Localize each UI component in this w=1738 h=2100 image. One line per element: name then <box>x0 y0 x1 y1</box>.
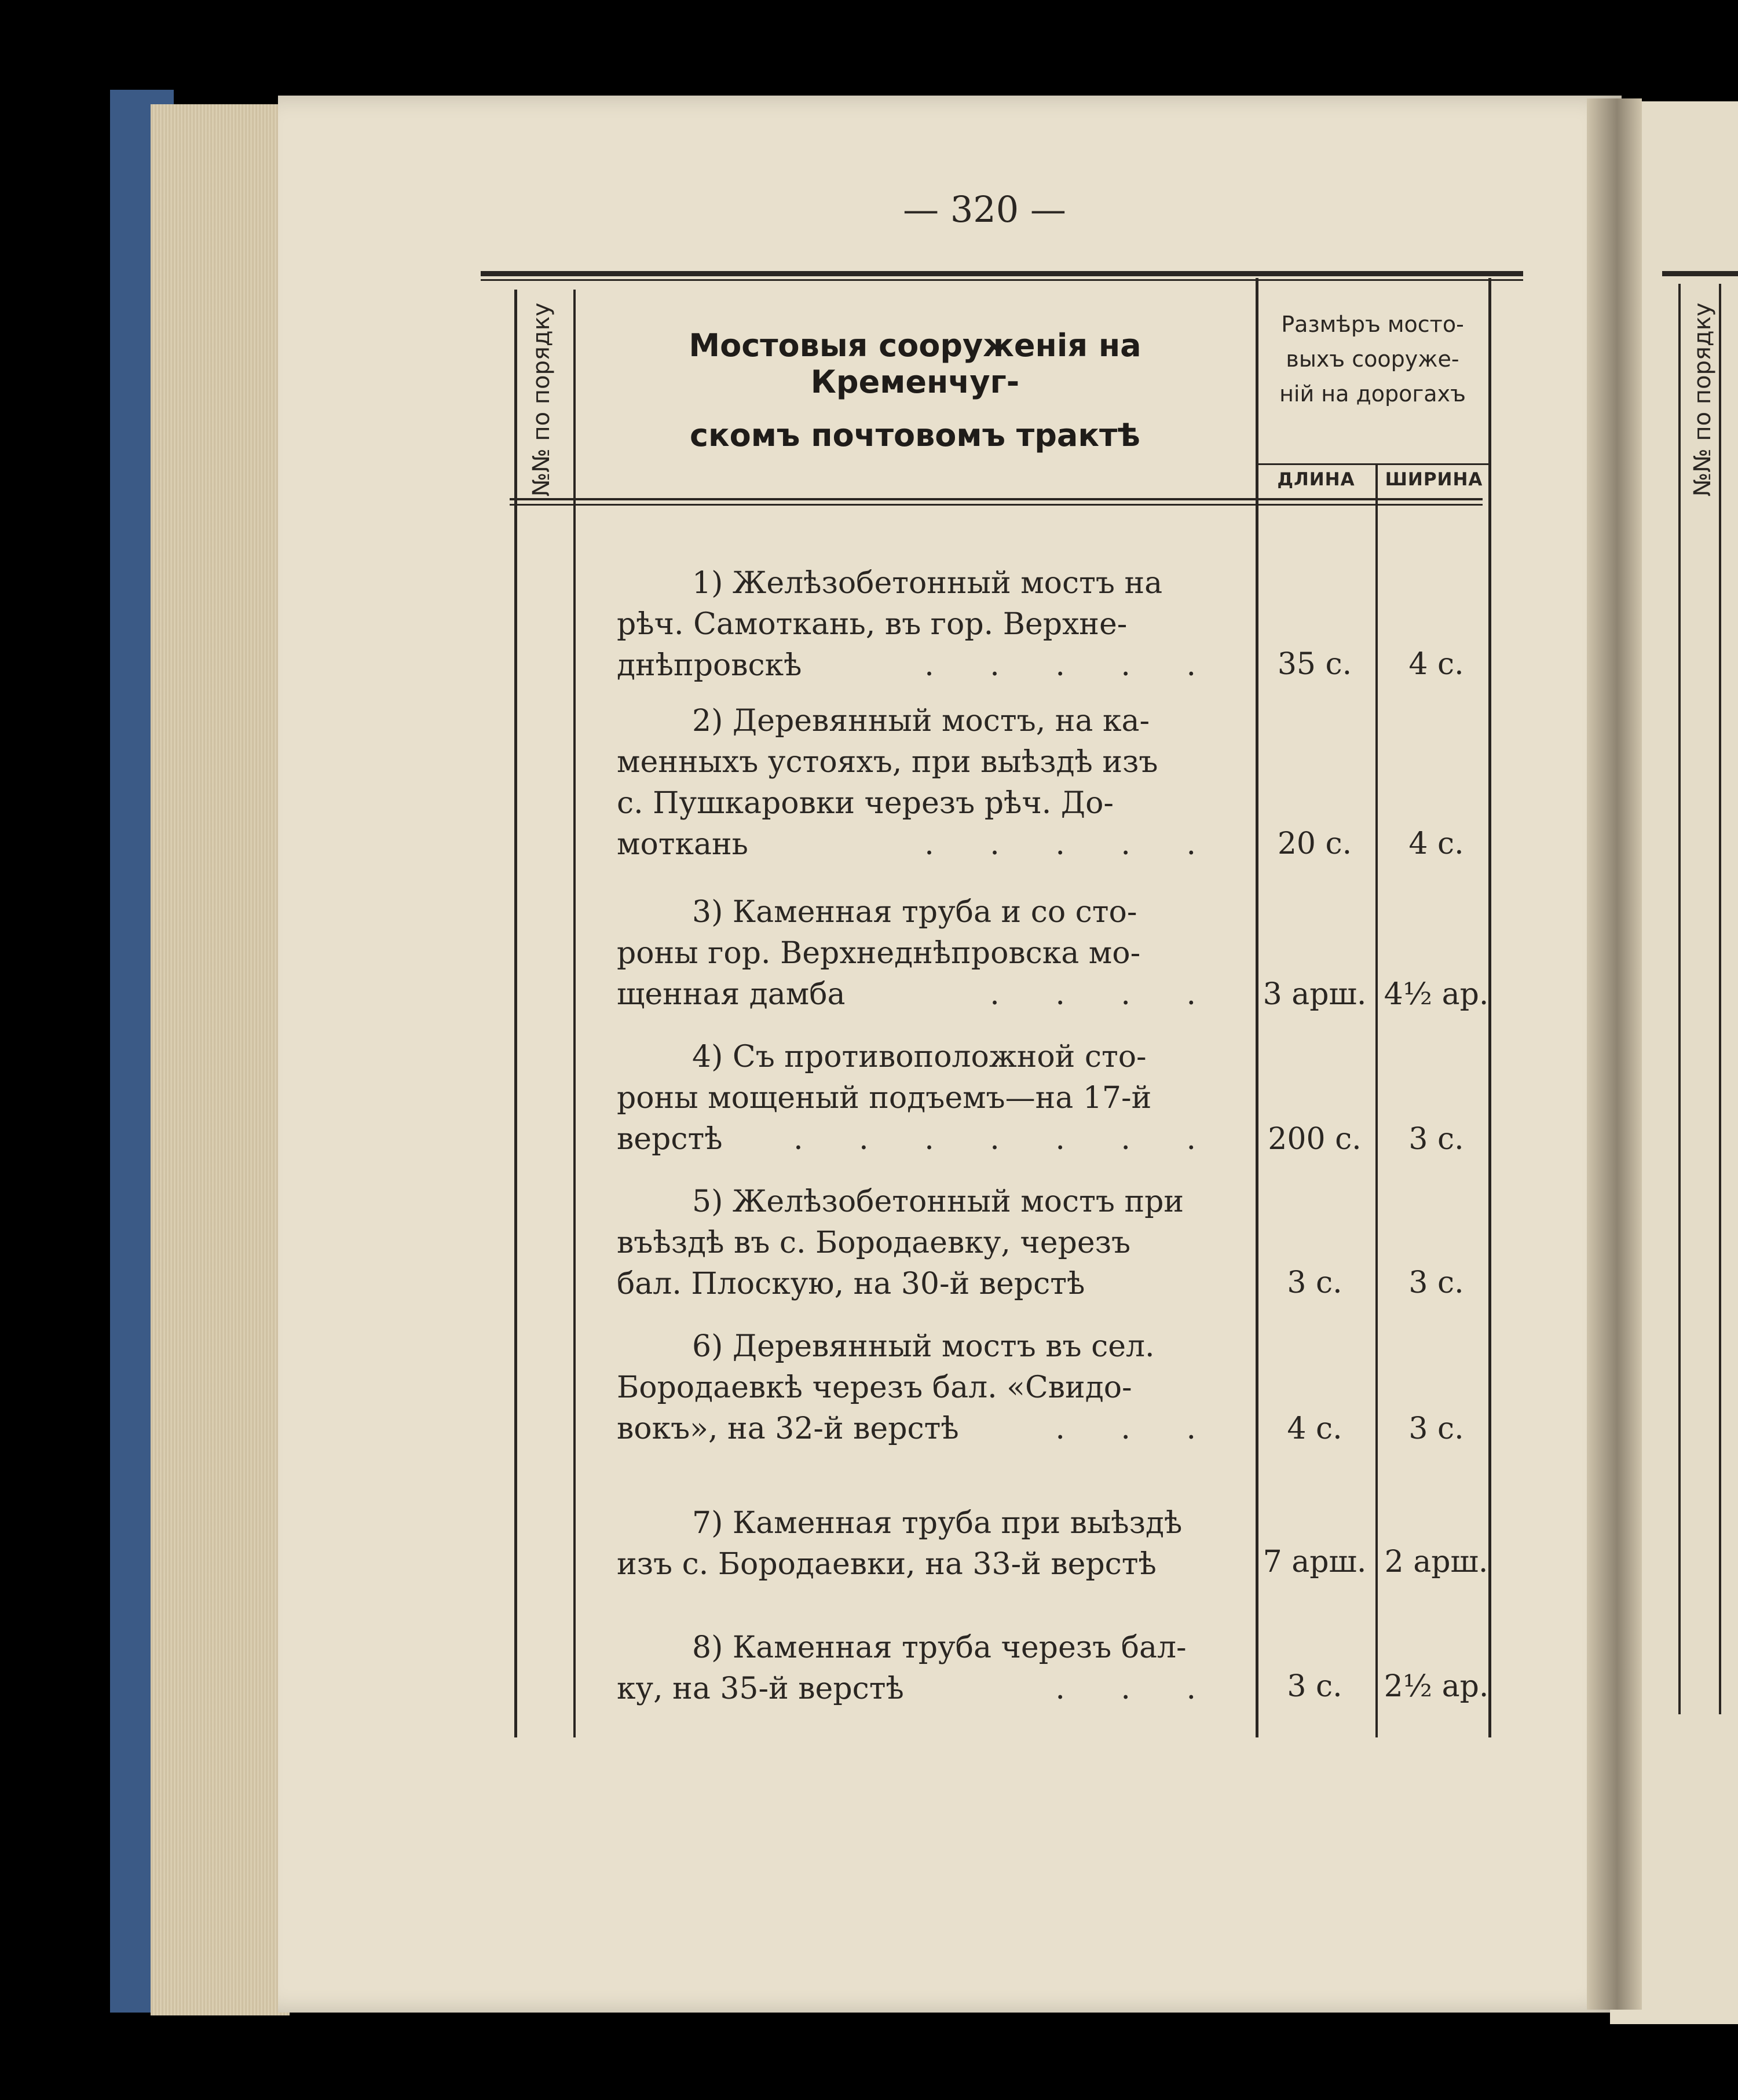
page-edges <box>151 104 290 2015</box>
list-item <box>617 1181 1219 1305</box>
list-item <box>617 1627 1219 1710</box>
width-value: 3 с. <box>1408 1265 1464 1300</box>
entry-line: 5) Желѣзобетонный мостъ при <box>692 1184 1184 1219</box>
entry-line: ку, на 35-й верстѣ . . . <box>617 1669 1219 1710</box>
table-title-line2: скомъ почтовомъ трактѣ <box>689 417 1141 453</box>
width-value: 4 с. <box>1408 826 1464 861</box>
entry-line: днѣпровскѣ . . . . . <box>617 645 1219 686</box>
entry-line: 1) Желѣзобетонный мостъ на <box>692 566 1163 601</box>
entry-line: бал. Плоскую, на 30-й верстѣ <box>617 1267 1085 1301</box>
size-header-line: ній на дорогахъ <box>1279 381 1466 407</box>
length-value: 7 арш. <box>1263 1545 1367 1579</box>
entry-line: 2) Деревянный мостъ, на ка- <box>692 704 1150 738</box>
entry-line: 4) Съ противоположной сто- <box>692 1040 1147 1074</box>
entry-line: 3) Каменная труба и со сто- <box>692 895 1137 930</box>
entry-line: 7) Каменная труба при выѣздѣ <box>692 1506 1183 1541</box>
list-item <box>617 892 1219 1015</box>
table-title-line1: Мостовыя сооруженія на Кременчуг- <box>689 327 1141 400</box>
list-item <box>617 1503 1219 1585</box>
size-header-line: Размѣръ мосто- <box>1281 312 1464 337</box>
list-item <box>617 1326 1219 1450</box>
length-value: 4 с. <box>1287 1411 1342 1446</box>
size-header-line: выхъ сооруже- <box>1286 346 1459 372</box>
entry-line: менныхъ устояхъ, при выѣздѣ изъ <box>617 745 1158 780</box>
entry-line: роны мощеный подъемъ—на 17-й <box>617 1081 1152 1115</box>
header-bottom-rule-2 <box>510 504 1483 506</box>
length-value: 3 с. <box>1287 1669 1342 1704</box>
width-header: ШИРИНА <box>1385 469 1483 490</box>
length-value: 3 арш. <box>1263 977 1367 1012</box>
next-page-top-rule <box>1662 271 1738 276</box>
width-value: 3 с. <box>1408 1411 1464 1446</box>
entry-line: въѣздѣ въ с. Бородаевку, черезъ <box>617 1225 1131 1260</box>
width-value: 4½ ар. <box>1384 977 1489 1012</box>
entry-line: 6) Деревянный мостъ въ сел. <box>692 1329 1155 1364</box>
length-value: 3 с. <box>1287 1265 1342 1300</box>
length-value: 35 с. <box>1277 647 1352 682</box>
entry-line: щенная дамба . . . . <box>617 974 1219 1015</box>
size-subhead-rule <box>1257 463 1488 465</box>
order-col-rule <box>573 290 576 1737</box>
width-value: 3 с. <box>1408 1122 1464 1157</box>
size-header <box>1257 307 1488 411</box>
page-number: — 320 — <box>903 188 1066 231</box>
length-value: 200 с. <box>1268 1122 1362 1157</box>
table-top-rule <box>481 271 1523 276</box>
list-item <box>617 1037 1219 1160</box>
entry-line: Бородаевкѣ черезъ бал. «Свидо- <box>617 1370 1132 1405</box>
entry-line: изъ с. Бородаевки, на 33-й верстѣ <box>617 1547 1157 1582</box>
length-header: ДЛИНА <box>1277 469 1355 490</box>
entry-line: моткань . . . . . <box>617 824 1219 865</box>
next-page-order-header: №№ по порядку <box>1689 302 1716 497</box>
entry-line: роны гор. Верхнеднѣпровска мо- <box>617 936 1141 971</box>
leader-dots: . . . <box>1055 1411 1219 1446</box>
leader-dots: . . . . . . . <box>793 1122 1219 1157</box>
width-value: 2½ ар. <box>1384 1669 1489 1704</box>
entry-line: 8) Каменная труба черезъ бал- <box>692 1630 1187 1665</box>
leader-dots: . . . <box>1055 1671 1219 1706</box>
list-item <box>617 563 1219 686</box>
table-top-rule-thin <box>481 279 1523 281</box>
order-column-header: №№ по порядку <box>528 302 555 497</box>
leader-dots: . . . . . <box>924 648 1219 683</box>
list-item <box>617 701 1219 865</box>
leader-dots: . . . . <box>990 977 1219 1012</box>
entry-line: верстѣ . . . . . . . <box>617 1119 1219 1160</box>
entry-line: рѣч. Самоткань, въ гор. Верхне- <box>617 607 1128 642</box>
length-value: 20 с. <box>1277 826 1352 861</box>
header-bottom-rule <box>510 498 1483 500</box>
width-value: 4 с. <box>1408 647 1464 682</box>
width-value: 2 арш. <box>1384 1545 1488 1579</box>
entry-line: с. Пушкаровки черезъ рѣч. До- <box>617 786 1114 821</box>
book-gutter <box>1587 98 1642 2010</box>
leader-dots: . . . . . <box>924 827 1219 862</box>
entry-line: вокъ», на 32-й верстѣ . . . <box>617 1408 1219 1450</box>
width-col-rule <box>1375 463 1378 1737</box>
